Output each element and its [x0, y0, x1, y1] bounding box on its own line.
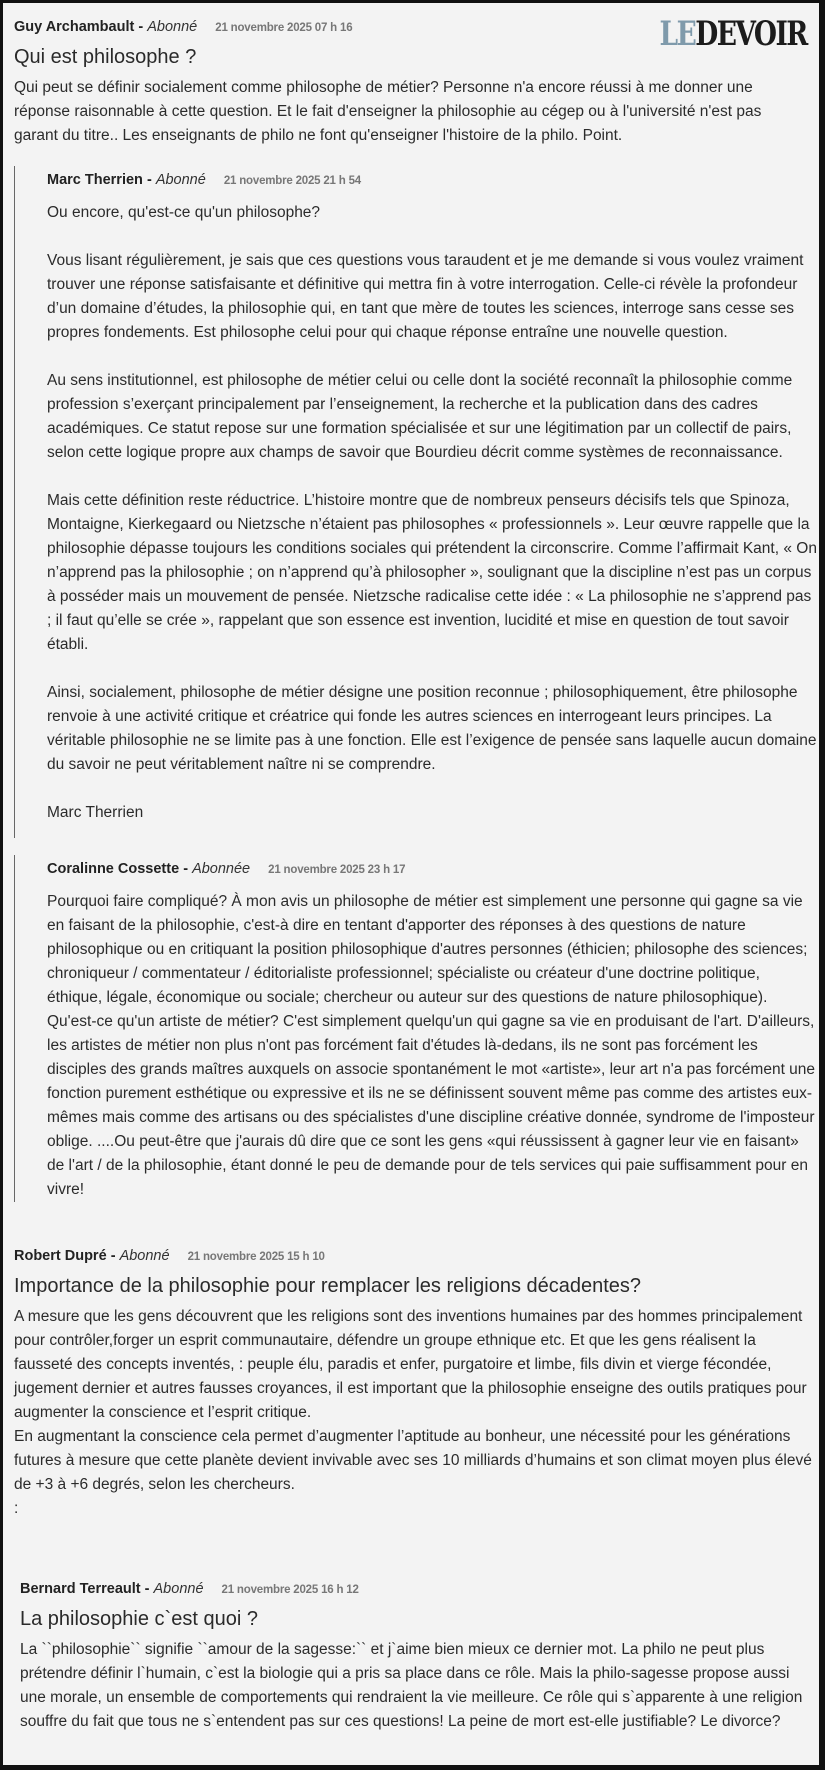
reply-author[interactable]: Coralinne Cossette: [47, 861, 180, 877]
meta-separator: -: [138, 19, 144, 35]
reply-paragraph: Ou encore, qu'est-ce qu'un philosophe?: [47, 204, 321, 221]
subscriber-status: Abonné: [147, 19, 198, 35]
comment-paragraph: Qui peut se définir socialement comme philosophe de métier? Personne n'a encore réussi à me donner une réponse raisonnable à cette question. Et le fait d'enseigner la philosophie au cégep ou à l'université n'est pas garant du titre.. Les enseignants de philo ne font qu'enseigner l'histoire de la philo. Point.: [14, 79, 762, 144]
comment-author[interactable]: Bernard Terreault: [20, 1581, 141, 1597]
comment-body: [14, 1305, 814, 1521]
reply: [14, 855, 817, 1202]
reply-paragraph: Ainsi, socialement, philosophe de métier désigne une position reconnue ; philosophiquement, être philosophe renvoie à une activité critique et créatrice qui fonde les autres sciences en interrogeant leurs principes. La véritable philosophie ne se limite pas à une fonction. Elle est l’exigence de pensée sans laquelle aucun domaine du savoir ne peut véritablement naître ni se comprendre.: [47, 684, 817, 773]
comment-paragraph: En augmentant la conscience cela permet d’augmenter l’aptitude au bonheur, une nécessité pour les générations futures à mesure que cette planète devient invivable avec ses 10 milliards d’humains et son climat moyen plus élevé de +3 à +6 degrés, selon les chercheurs.: [14, 1428, 812, 1493]
subscriber-status: Abonné: [155, 172, 206, 188]
reply-signature: Marc Therrien: [47, 804, 144, 821]
reply-body: [47, 201, 817, 825]
comment-meta: [20, 1579, 810, 1600]
comment-title: La philosophie c`est quoi ?: [20, 1608, 258, 1630]
reply-meta: [47, 170, 817, 191]
comment-author[interactable]: Guy Archambault: [14, 19, 135, 35]
comment-meta: [14, 17, 814, 38]
logo-le: LE: [659, 14, 696, 54]
comment-title: Importance de la philosophie pour remplacer les religions décadentes?: [14, 1275, 642, 1297]
comment-author[interactable]: Robert Dupré: [14, 1248, 107, 1264]
reply-paragraph: Mais cette définition reste réductrice. L’histoire montre que de nombreux penseurs décisifs tels que Spinoza, Montaigne, Kierkegaard ou Nietzsche n’étaient pas philosophes « professionnels ». Leur œuvre rappelle que la philosophie dépasse toujours les conditions sociales qui prétendent la circonscrire. Comme l’affirmait Kant, « On n’apprend pas la philosophie ; on n’apprend qu’à philosopher », soulignant que la discipline n’est pas un corpus à posséder mais un mouvement de pensée. Nietzsche radicalise cette idée : « La philosophie ne s’apprend pas ; il faut qu’elle se crée », rappelant que son essence est invention, lucidité et mise en question de tout savoir établi.: [47, 492, 817, 653]
reply-paragraph: Vous lisant régulièrement, je sais que ces questions vous taraudent et je me demande si vous voulez vraiment trouver une réponse satisfaisante et définitive qui mettra fin à votre interrogation. Celle-ci révèle la profondeur d’un domaine d’études, la philosophie qui, en tant que mère de toutes les sciences, interroge sans cesse ses propres fondements. Est philosophe celui pour qui chaque réponse entraîne une nouvelle question.: [47, 252, 804, 341]
comment-date: 21 novembre 2025 07 h 16: [215, 22, 353, 34]
reply: [14, 166, 817, 838]
subscriber-status: Abonné: [153, 1581, 204, 1597]
comment-date: 21 novembre 2025 15 h 10: [187, 1251, 325, 1263]
comment-paragraph: A mesure que les gens découvrent que les religions sont des inventions humaines par des hommes principalement pour contrôler,forger un esprit communautaire, défendre un groupe ethnique etc. Et que les gens réalisent la fausseté des concepts inventés, : peuple élu, paradis et enfer, purgatoire et limbe, fils divin et vierge fécondée, jugement dernier et autres fausses croyances, il est important que la philosophie enseigne des outils pratiques pour augmenter la conscience et l’esprit critique.: [14, 1308, 807, 1421]
meta-separator: -: [110, 1248, 116, 1264]
comment-paragraph: La ``philosophie`` signifie ``amour de la sagesse:`` et j`aime bien mieux ce dernier mot. La philo ne peut plus prétendre définir l`humain, c`est la biologie qui a pris sa place dans ce rôle. Mais la philo-sagesse propose aussi une morale, un ensemble de comportements qui rendraient la vie meilleure. Ce rôle qui s`apparente à une religion souffre du fait que tous ne s`entendent pas sur ces questions! La peine de mort est-elle justifiable? Le divorce?: [20, 1641, 803, 1730]
reply-author[interactable]: Marc Therrien: [47, 172, 143, 188]
subscriber-status: Abonnée: [192, 861, 251, 877]
comment: [14, 17, 814, 148]
meta-separator: -: [144, 1581, 150, 1597]
reply-meta: [47, 859, 817, 880]
comment: [14, 1246, 814, 1521]
comment-title: Qui est philosophe ?: [14, 46, 197, 68]
reply-date: 21 novembre 2025 21 h 54: [223, 175, 361, 187]
reply-date: 21 novembre 2025 23 h 17: [268, 864, 406, 876]
comment-body: [14, 76, 804, 148]
comment-date: 21 novembre 2025 16 h 12: [221, 1584, 359, 1596]
reply-paragraph: Pourquoi faire compliqué? À mon avis un philosophe de métier est simplement une personne qui gagne sa vie en faisant de la philosophie, c'est-à dire en tentant d'apporter des réponses à des questions de nature philosophique ou en critiquant la position philosophique d'autres personnes (éthicien; philosophe des sciences; chroniqueur / commentateur / éditorialiste professionnel; spécialiste ou créateur d'une doctrine politique, éthique, légale, économique ou sociale; chercheur ou auteur sur des questions de nature philosophique). Qu'est-ce qu'un artiste de métier? C'est simplement quelqu'un qui gagne sa vie en produisant de l'art. D'ailleurs, les artistes de métier non plus n'ont pas forcément fait d'études là-dedans, ils ne sont pas forcément les disciples des grands maîtres auxquels on associe spontanément le mot «artiste», leur art n'a pas forcément une fonction purement esthétique ou expressive et ils ne se définissent souvent même pas comme des artistes eux-mêmes mais comme des artisans ou des spécialistes d'une discipline créative donnée, syndrome de l'imposteur oblige. ....Ou peut-être que j'aurais dû dire que ce sont les gens «qui réussissent à gagner leur vie en faisant» de l'art / de la philosophie, étant donné le peu de demande pour de tels services qui paie suffisamment pour en vivre!: [47, 893, 816, 1198]
subscriber-status: Abonné: [119, 1248, 170, 1264]
meta-separator: -: [146, 172, 152, 188]
comment-paragraph: :: [14, 1500, 19, 1517]
reply-paragraph: Au sens institutionnel, est philosophe de métier celui ou celle dont la société reconnaît la philosophie comme profession s’exerçant principalement par l’enseignement, la recherche et la publication dans des cadres académiques. Ce statut repose sur une formation spécialisée et sur une légitimation par un collectif de pairs, selon cette logique propre aux champs de savoir que Bourdieu décrit comme systèmes de reconnaissance.: [47, 372, 793, 461]
comment-meta: [14, 1246, 814, 1267]
reply-body: [47, 890, 817, 1202]
comment-body: [20, 1638, 810, 1734]
comments-page: [3, 3, 819, 1765]
logo-devoir: DEVOIR: [695, 14, 807, 54]
comment: [20, 1579, 810, 1734]
meta-separator: -: [183, 861, 189, 877]
